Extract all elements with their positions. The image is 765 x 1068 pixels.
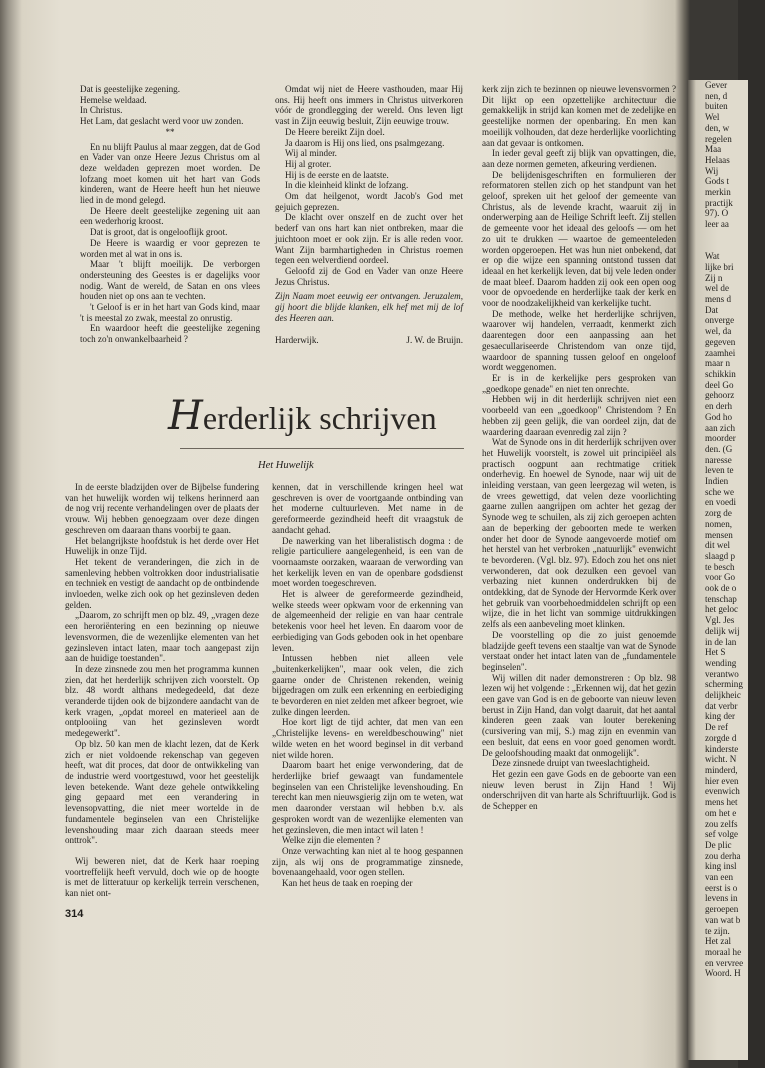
- adjacent-page-fragment: naresse: [705, 454, 732, 465]
- page-number: 314: [65, 908, 84, 920]
- adjacent-page-fragment: wel de: [705, 283, 729, 294]
- adjacent-page-fragment: te besch: [705, 561, 735, 572]
- paragraph: De Heere is waardig er voor geprezen te worden met al wat in ons is.: [80, 237, 260, 259]
- adjacent-page-fragment: het geloc: [705, 604, 739, 615]
- paragraph: En waardoor heeft die geestelijke zegening toch zo'n onwankelbaarheid ?: [80, 323, 260, 345]
- paragraph: In deze zinsnede zou men het programma kunnen zien, dat het herderlijk schrijven zich voorstelt. Op blz. 48 wordt althans medegedeeld, dat deze veranderde tijden ook de bijzondere aandacht van de kerk vragen, „opdat moreel en materieel aan de ontplooiing van het gezinsleven wordt medegewerkt".: [65, 663, 259, 739]
- adjacent-page-fragment: mensen: [705, 529, 733, 540]
- paragraph: De Heere bereikt Zijn doel.: [285, 126, 385, 137]
- paragraph: Onze verwachting kan niet al te hoog gespannen zijn, als wij ons de programmatige zinsnede, bovenaangehaald, voor ogen stellen.: [272, 845, 463, 878]
- title-rule: [180, 448, 464, 449]
- adjacent-page-fragment: Dat: [705, 304, 719, 315]
- paragraph: De belijdenisgeschriften en formulieren der reformatoren stellen zich op het standpunt van het geloof, spreken uit het geloof der gemeente van Christus, als de levende kracht, waaruit zij in onderwerping aan de Heilige Schrift leeft. Zij stellen de gemeente voor het ideaal des geloofs — om het zo uit te drukken — waartoe de gemeenteleden worden opgeroepen. Het was hun niet onbekend, dat er op die wijze een spanning ontstond tussen dat ideaal en het kerkelijk leven, dat bij vele leden onder de maat bleef. Daarom hadden zij ook een open oog voor de opvoedende en herderlijke taak der kerk en voor de noodzakelijkheid van kerkelijke tucht.: [482, 169, 676, 309]
- adjacent-page-fragment: zorg de: [705, 508, 732, 519]
- adjacent-page-fragment: Zij n: [705, 272, 723, 283]
- adjacent-page-fragment: zorgde d: [705, 732, 737, 743]
- paragraph: Het Lam, dat geslacht werd voor uw zonden.: [80, 116, 244, 127]
- adjacent-page-fragment: hier even: [705, 775, 739, 786]
- adjacent-page-fragment: den. (G: [705, 443, 733, 454]
- adjacent-page-fragment: 97). O: [705, 208, 729, 219]
- signature-line: [275, 335, 463, 346]
- signature-place: Harderwijk.: [275, 335, 319, 346]
- paragraph: 't Geloof is er in het hart van Gods kind, maar 't is meestal zo zwak, meestal zo onrustig.: [80, 302, 260, 323]
- paragraph: Het belangrijkste hoofdstuk is het derde over Het Huwelijk in onze Tijd.: [65, 535, 259, 557]
- adjacent-page-fragment: slaagd p: [705, 550, 736, 561]
- signature-author: J. W. de Bruijn.: [406, 335, 463, 346]
- paragraph: Wij willen dit nader demonstreren : Op blz. 98 lezen wij het volgende : „Erkennen wij, dat het gezin een gave van God is en de geboorte van nieuw leven berust in Zijn Hand, dan volgt daaruit, dat het aantal kinderen geen zaak van louter berekening (cursivering van mij, S.) mag zijn en evenmin van een besluit, dat eens en voor goed genomen wordt. De geloofshouding maakt dat onmogelijk".: [482, 672, 676, 758]
- adjacent-page-fragment: scherming: [705, 679, 743, 690]
- paragraph: Op blz. 50 kan men de klacht lezen, dat de Kerk zich er niet voldoende rekenschap van gegeven heeft, wat dit proces, dat door de ontwikkeling van de industrie werd voortgestuwd, voor het geestelijk leven betekende. Want deze gehele ontwikkeling ging gepaard met een verandering in levensopvatting, die niet meer wortelde in de fundamentele beginselen van een Christelijke levenshouding maar zich daaraan steeds meer onttrok".: [65, 738, 259, 846]
- paragraph: Omdat wij niet de Heere vasthouden, maar Hij ons. Hij heeft ons immers in Christus uitverkoren vóór de grondlegging der wereld. Ons leven ligt vast in Zijn eeuwig besluit, Zijn eeuwige trouw.: [275, 84, 463, 127]
- adjacent-page-fragment: Indien: [705, 476, 729, 487]
- adjacent-page-fragment: Wat: [705, 251, 720, 262]
- adjacent-page-fragment: mens het: [705, 797, 738, 808]
- adjacent-page-fragment: wel, da: [705, 326, 732, 337]
- adjacent-page-fragment: Het zal: [705, 936, 732, 947]
- adjacent-page-fragment: tenschap: [705, 593, 737, 604]
- adjacent-page-fragment: sche we: [705, 486, 735, 497]
- column-4: [65, 482, 259, 899]
- adjacent-page-fragment: en vervree: [705, 957, 744, 968]
- paragraph: Kan het heus de taak en roeping der: [282, 878, 413, 889]
- adjacent-page-fragment: verantwo: [705, 668, 739, 679]
- adjacent-page-fragment: Maa: [705, 144, 722, 155]
- paragraph: Om dat heilgenot, wordt Jacob's God met gejuich geprezen.: [275, 191, 463, 212]
- paragraph: Intussen hebben niet alleen vele „buitenkerkelijken", maar ook velen, die zich gaarne onder de Christenen rekenden, weinig bijgedragen om zulk een erkenning en eerbiediging te bevorderen en niet zelden met afkeer begroet, wie zulke dingen leerden.: [272, 653, 463, 717]
- paragraph: Ja daarom is Hij ons lied, ons psalmgezang.: [285, 137, 445, 148]
- paragraph: Hij al groter.: [285, 158, 332, 169]
- paragraph: In Christus.: [80, 105, 123, 116]
- adjacent-page-fragment: sef volge: [705, 829, 739, 840]
- paragraph: De klacht over onszelf en de zucht over het bederf van ons hart kan niet ontbreken, maar die juichtoon moet er ook zijn. Er is alle reden voor. Want Zijn barmhartigheden in Christus roemen tegen een welverdiend oordeel.: [275, 212, 463, 266]
- paragraph: Het gezin een gave Gods en de geboorte van een nieuw leven berust in Zijn Hand ! Wij onderschrijven dit van harte als Schriftuurlijk. God is de Schepper en: [482, 769, 676, 812]
- column-2: [275, 84, 463, 346]
- adjacent-page-fragment: gegeven: [705, 336, 736, 347]
- adjacent-page-fragment: zaamhei: [705, 347, 736, 358]
- adjacent-page-fragment: schikkin: [705, 368, 736, 379]
- adjacent-page-fragment: leer aa: [705, 219, 729, 230]
- paragraph: Het tekent de veranderingen, die zich in de samenleving hebben voltrokken door industrialisatie en techniek en vestigt de aandacht op de ontbindende invloeden, welke zich ook op het gezinsleven deden gelden.: [65, 556, 259, 610]
- adjacent-page-fragment: [705, 241, 765, 252]
- column-5: [272, 482, 463, 889]
- adjacent-page-fragment: minderd,: [705, 765, 738, 775]
- adjacent-page-fragment: nen, d: [705, 90, 728, 101]
- adjacent-page-fragment: nomen,: [705, 518, 733, 529]
- adjacent-page-fragment: Het S: [705, 647, 726, 658]
- adjacent-page-fragment: levens in: [705, 893, 738, 904]
- adjacent-page-fragment: mens d: [705, 294, 732, 305]
- adjacent-page-fragment: moraal he: [705, 946, 742, 957]
- paragraph: Wij al minder.: [285, 148, 337, 159]
- adjacent-page-fragment: Gever: [705, 80, 728, 90]
- adjacent-page-fragment: king insl: [705, 861, 737, 872]
- adjacent-page-fragment: den, w: [705, 122, 730, 133]
- paragraph: De methode, welke het herderlijke schrijven, waarover wij handelen, verraadt, kenmerkt zich daarentegen door een aanpassing aan het gesaecullariseerde Christendom van onze tijd, waardoor de spanning tussen geloof en ongeloof wordt weggenomen.: [482, 308, 676, 373]
- paragraph: In die kleinheid klinkt de lofzang.: [285, 180, 409, 191]
- paragraph: Het is alweer de gereformeerde gezindheid, welke steeds weer opkwam voor de erkenning van de algemeenheid der religie en van haar centrale betekenis voor heel het leven. En daarom voor de eerbiediging van Gods geboden ook in het openbare leven.: [272, 589, 463, 653]
- adjacent-page-fragment: en derh: [705, 401, 733, 412]
- adjacent-page-fragment: [705, 230, 765, 241]
- paragraph: De nawerking van het liberalistisch dogma : de religie particuliere aangelegenheid, is een van de voornaamste oorzaken, waaraan de verwording van het kerkelijk leven en van de openbare godsdienst moet worden toegeschreven.: [272, 535, 463, 589]
- adjacent-page-fragment: king der: [705, 711, 736, 722]
- adjacent-page-fragment: God ho: [705, 411, 733, 422]
- adjacent-page-fragment: wending: [705, 657, 737, 668]
- adjacent-page-fragment: gehoorz: [705, 390, 735, 401]
- adjacent-page-fragment: ook de o: [705, 583, 737, 594]
- adjacent-page-fragment: in de lan: [705, 636, 737, 647]
- adjacent-page-fragment: regelen: [705, 133, 732, 144]
- paragraph: Er is in de kerkelijke pers gesproken van „goedkope genade" en niet ten onrechte.: [482, 372, 676, 394]
- closing-verse-text: Zijn Naam moet eeuwig eer ontvangen. Jeruzalem, gij hoort die blijde klanken, elk hef met mij de lof des Heeren aan.: [275, 291, 463, 323]
- adjacent-page-fragment: dat verbr: [705, 700, 738, 711]
- adjacent-page-fragment: Helaas: [705, 154, 730, 165]
- adjacent-page-fragment: onverge: [705, 315, 735, 326]
- adjacent-page-fragment: kinderste: [705, 743, 739, 754]
- paragraph: In de eerste bladzijden over de Bijbelse fundering van het huwelijk worden wij telkens herinnerd aan de nog vrij recente verhandelingen over de plaats der vrouw. Wij hebben genoegzaam over deze dingen geschreven om daaraan thans voorbij te gaan.: [65, 482, 259, 535]
- adjacent-page-fragment: van wat b: [705, 914, 741, 925]
- paragraph: Wat de Synode ons in dit herderlijk schrijven over het Huwelijk voorstelt, is zowel uit principiëel als practisch oogpunt aan rechtmatige critiek onderhevig. En hoewel de Synode, naar wij uit de inleiding verstaan, van geen leergezag wil weten, is de vrees gewettigd, dat velen deze voorlichting gaarne zullen aangrijpen om achter het gezag der Synode weg te schuilen, als zij zich geroepen achten aan de beperking der geboorten mede te werken onder het door de Synode aangevoerde motief om het herstel van het verbroken „natuurlijk" evenwicht te bevorderen. (Vgl. blz. 97). Edoch zou het ons niet verwonderen, dat ook dezulken een gevoel van verbazing niet kunnen onderdrukken bij de ontdekking, dat de Synode der Hervormde Kerk over het gebruik van voorbehoedmiddelen schrijft op een wijze, die in het licht van sommige uitdrukkingen zelfs als een aanbeveling moet klinken.: [482, 437, 676, 630]
- paragraph: De voorstelling op die zo juist genoemde bladzijde geeft tevens een staaltje van wat de Synode verstaat onder het intact laten van de „fundamentele beginselen".: [482, 629, 676, 672]
- adjacent-page-fragment: evenwich: [705, 786, 740, 797]
- adjacent-page-fragment: zou zelfs: [705, 818, 738, 829]
- paragraph: In ieder geval geeft zij blijk van opvattingen, die, aan deze normen gemeten, afkeuring verdienen.: [482, 148, 676, 169]
- article-title: [168, 393, 468, 439]
- paragraph: Hij is de eerste en de laatste.: [285, 169, 389, 180]
- adjacent-page-fragment: dit wel: [705, 540, 731, 551]
- adjacent-page-fragment: leven te: [705, 465, 734, 476]
- adjacent-page-fragment: Wel: [705, 112, 720, 123]
- adjacent-page-fragment: merkin: [705, 187, 731, 198]
- adjacent-page-fragment: lijke bri: [705, 261, 734, 272]
- adjacent-page-fragment: Vgl. Jes: [705, 615, 735, 626]
- paragraph: En nu blijft Paulus al maar zeggen, dat de God en Vader van onze Heere Jezus Christus om al deze weldaden geprezen moet worden. De lofzang moet komen uit het hart van Gods kinderen, want de Heere heeft hun het nieuwe lied in de mond gelegd.: [80, 141, 260, 206]
- paragraph: De Heere deelt geestelijke zegening uit aan een wederhorig kroost.: [80, 205, 260, 227]
- adjacent-page-fragment: De plic: [705, 839, 732, 850]
- paragraph: kerk zijn zich te bezinnen op nieuwe levensvormen ? Dit lijkt op een opzettelijke architectuur die gemakkelijk in strijd kan komen met de zedelijke en geestelijke normen der openbaring. En men kan moeilijk volhouden, dat deze herderlijke voorlichting aan dat gevaar is ontkomen.: [482, 84, 676, 148]
- paragraph: Welke zijn die elementen ?: [282, 835, 381, 846]
- paragraph: Wij beweren niet, dat de Kerk haar roeping voortreffelijk heeft vervuld, doch wie op de hoogte is met de litteratuur op kerkelijk terrein verschenen, kan niet ont-: [65, 855, 259, 899]
- adjacent-page-fragment: te zijn.: [705, 925, 730, 936]
- adjacent-page-fragment: practijk: [705, 197, 733, 208]
- adjacent-page-fragment: om het e: [705, 807, 737, 818]
- adjacent-page-fragment: deel Go: [705, 379, 734, 390]
- adjacent-page-fragment: buiten: [705, 101, 728, 112]
- adjacent-page-fragment: van een: [705, 872, 734, 883]
- adjacent-page-fragment: delijk wij: [705, 625, 740, 636]
- adjacent-page-fragment: en voedi: [705, 497, 737, 508]
- adjacent-page-fragment: maar n: [705, 358, 730, 369]
- adjacent-page-fragment: wicht. N: [705, 754, 737, 765]
- paragraph: „Daarom, zo schrijft men op blz. 49, „vragen deze een heroriëntering en een bezinning op nieuwe levensvormen, die de wezenlijke elementen van het gezinsleven intact laten, maar toch aangepast zijn aan de huidige toestanden".: [65, 610, 259, 664]
- adjacent-page-fragment: geroepen: [705, 904, 739, 915]
- paragraph: Hemelse weldaad.: [80, 94, 147, 105]
- closing-verse: [275, 291, 463, 323]
- adjacent-page-fragment: voor Go: [705, 572, 736, 583]
- adjacent-page-fragment: eerst is o: [705, 882, 738, 893]
- adjacent-page-fragment: Woord. H: [705, 968, 741, 979]
- adjacent-page-fragment: De ref: [705, 722, 728, 733]
- article-title-text: erderlijk schrijven: [202, 400, 437, 436]
- column-1: [80, 84, 260, 345]
- article-title-initial: H: [168, 393, 203, 439]
- column-3: [482, 84, 676, 812]
- paragraph: Geloofd zij de God en Vader van onze Heere Jezus Christus.: [275, 265, 463, 287]
- adjacent-page-fragment: aan zich: [705, 422, 736, 433]
- paragraph: Dat is geestelijke zegening.: [80, 84, 180, 94]
- paragraph: Maar 't blijft moeilijk. De verborgen ondersteuning des Geestes is er dagelijks voor nodig. Want de wereld, de Satan en ons vlees houden niet op ons aan te vechten.: [80, 259, 260, 302]
- paragraph: Hebben wij in dit herderlijk schrijven niet een voorbeeld van een „goedkoop" Christendom ? En hebben zij geen gelijk, die van oordeel zijn, dat de waardering daaraan evenredig zal zijn ?: [482, 394, 676, 437]
- paragraph: Daarom baart het enige verwondering, dat de herderlijke brief gewaagt van fundamentele beginselen van een Christelijke levenshouding. En terecht kan men nieuwsgierig zijn om te weten, wat men daaronder verstaan wil hebben b.v. als gesproken wordt van de wezenlijke elementen van het gezinsleven, die men intact wil laten !: [272, 760, 463, 835]
- paragraph: kennen, dat in verschillende kringen heel wat geschreven is over de voortgaande ontbinding van het moderne cultuurleven. Met name in de gereformeerde gezindheid heeft dit vraagstuk de aandacht gehad.: [272, 482, 463, 535]
- adjacent-page-fragment: Wij: [705, 165, 719, 176]
- adjacent-page-fragment: Gods t: [705, 176, 729, 187]
- adjacent-page-fragment: moorder: [705, 433, 736, 444]
- paragraph: Deze zinsnede druipt van tweeslachtigheid.: [492, 758, 650, 769]
- adjacent-page-fragment: zou derha: [705, 850, 741, 861]
- adjacent-page-fragment: delijkheic: [705, 690, 741, 701]
- article-subtitle: Het Huwelijk: [258, 460, 314, 471]
- section-separator: **: [165, 126, 175, 137]
- paragraph: Dat is groot, dat is ongelooflijk groot.: [90, 227, 228, 238]
- paragraph: Hoe kort ligt de tijd achter, dat men van een „Christelijke levens- en wereldbeschouwing" niet wilde weten en het woord beginsel in dit verband niet wilde horen.: [272, 717, 463, 760]
- adjacent-page-fragments: [705, 80, 765, 979]
